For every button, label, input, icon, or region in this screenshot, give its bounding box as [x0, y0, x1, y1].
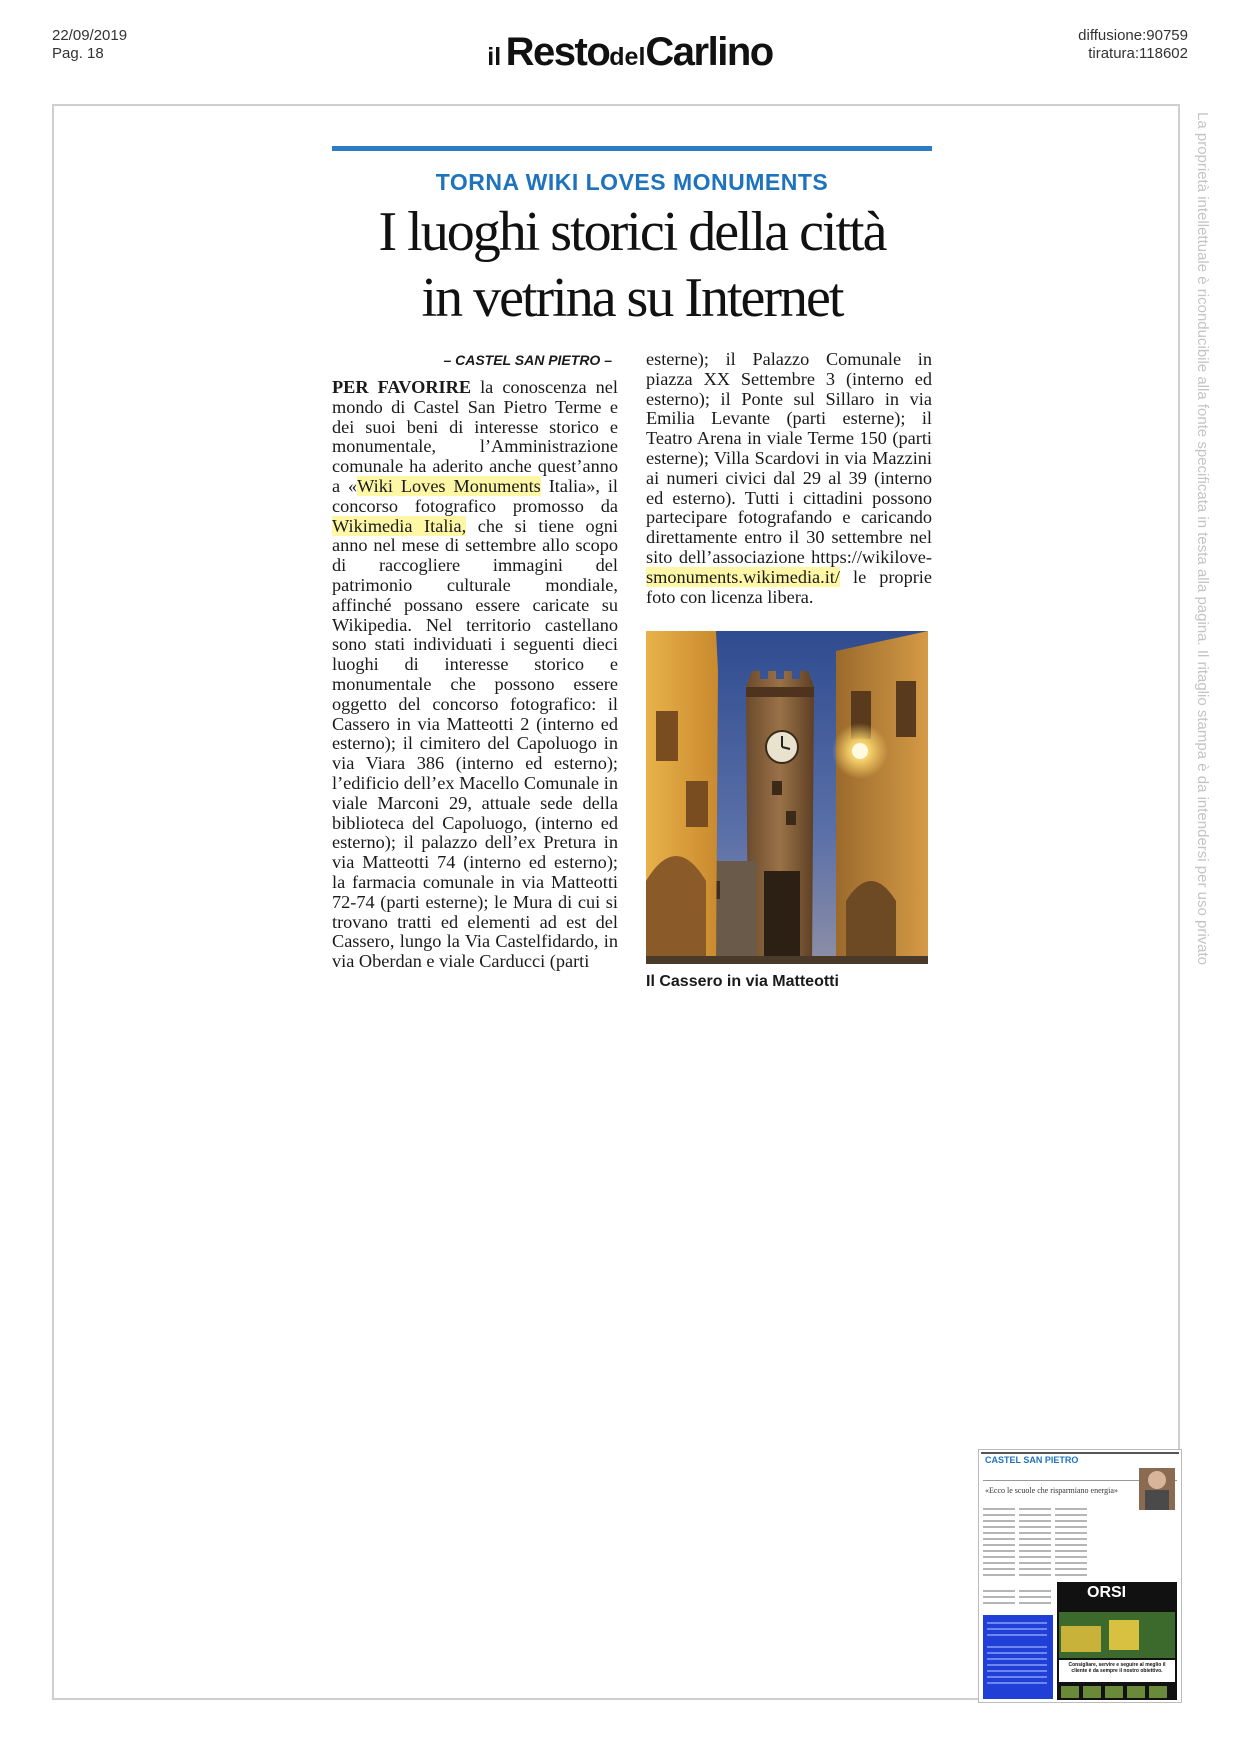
page-thumbnail — [978, 1449, 1182, 1703]
thumbnail-headline: «Ecco le scuole che risparmiano energia» — [985, 1486, 1118, 1495]
clipping-page: Pag. 18 — [52, 45, 104, 62]
body-text-2b: le proprie foto con licenza libera. — [646, 566, 932, 607]
article-kicker: TORNA WIKI LOVES MONUMENTS — [435, 169, 829, 195]
diffusione-count: diffusione:90759 — [1078, 27, 1188, 44]
masthead-resto: Resto — [505, 30, 610, 74]
article-headline — [332, 199, 932, 331]
clipping-meta-left — [52, 27, 127, 63]
body-text-1b: Italia», il concorso fotografico promosso da — [332, 475, 619, 516]
masthead-carlino: Carlino — [645, 30, 773, 74]
article-body-right — [646, 350, 932, 607]
article-column-left — [332, 350, 618, 972]
tiratura-count: tiratura:118602 — [1088, 45, 1188, 62]
headline-line-2: in vetrina su Internet — [421, 267, 843, 329]
thumbnail-section-title: CASTEL SAN PIETRO — [985, 1455, 1079, 1465]
article-lead: PER FAVORIRE — [332, 377, 472, 397]
newspaper-masthead — [480, 30, 780, 75]
article-column-right — [646, 350, 932, 992]
photo-caption: Il Cassero in via Matteotti — [646, 973, 839, 991]
cassero-tower-photo — [646, 631, 928, 964]
highlight-wiki-loves-monuments: Wiki Loves Monuments — [357, 475, 541, 496]
masthead-del: del — [609, 43, 646, 71]
body-text-1a: la conoscenza nel mondo di Castel San Pietro Terme e dei suoi beni di interesse storico e monumentale, l’Amministrazione comunale ha aderito anche quest’anno a « — [332, 377, 618, 496]
body-text-1c: che si tiene ogni anno nel mese di settembre allo scopo di raccogliere immagini del patrimonio culturale mondiale, affinché possano essere caricate su Wikipedia. Nel territorio castellano sono stati individuati i seguenti dieci luoghi di interesse storico e monumentale che possono essere oggetto del concorso fotografico: il Cassero in via Matteotti 2 (interno ed esterno); il cimitero del Capoluogo in via Viara 386 (interno ed esterno); l’edificio dell’ex Macello Comunale in viale Marconi 29, attuale sede della biblioteca del Capoluogo, (interno ed esterno); il palazzo dell’ex Pretura in via Matteotti 74 (interno ed esterno); la farmacia comunale in via Matteotti 72-74 (parti esterne); le Mura di cui si trovano tratti ed elementi ad est del Cassero, lungo la Via Castelfidardo, in via Oberdan e viale Carducci (parti — [332, 515, 618, 972]
clipping-date: 22/09/2019 — [52, 27, 128, 44]
masthead-il: il — [487, 43, 502, 71]
article-body-left — [332, 378, 618, 972]
body-text-2a: esterne); il Palazzo Comunale in piazza XX Settembre 3 (interno ed esterno); il Ponte sul Sillaro in via Emilia Levante (parti esterne); il Teatro Arena in viale Terme 150 (parti esterne); Villa Scardovi in via Mazzini ai numeri civici dal 29 al 39 (interno ed esterno). Tutti i cittadini possono partecipare fotografando e caricando direttamente entro il 30 settembre nel sito dell’associazione https://wikilove- — [646, 349, 932, 567]
copyright-text: La proprietà intellettuale è riconducibile alla fonte specificata in testa alla pagina. Il ritaglio stampa è da intendersi per uso privato — [1194, 112, 1211, 966]
highlight-website-link[interactable]: smonuments.wikimedia.it/ — [646, 566, 840, 587]
article-top-rule — [332, 146, 932, 151]
article-dateline: – CASTEL SAN PIETRO – — [443, 352, 612, 368]
headline-line-1: I luoghi storici della città — [378, 201, 886, 263]
clipping-meta-right — [1078, 27, 1188, 63]
thumbnail-ad-text: Consigliare, servire e seguire al meglio il cliente è da sempre il nostro obiettivo. — [1068, 1662, 1166, 1674]
article — [332, 146, 932, 991]
highlight-wikimedia-italia: Wikimedia Italia, — [332, 515, 467, 536]
copyright-side-note — [1191, 112, 1211, 1072]
thumbnail-ad-brand: ORSI — [1087, 1584, 1127, 1601]
